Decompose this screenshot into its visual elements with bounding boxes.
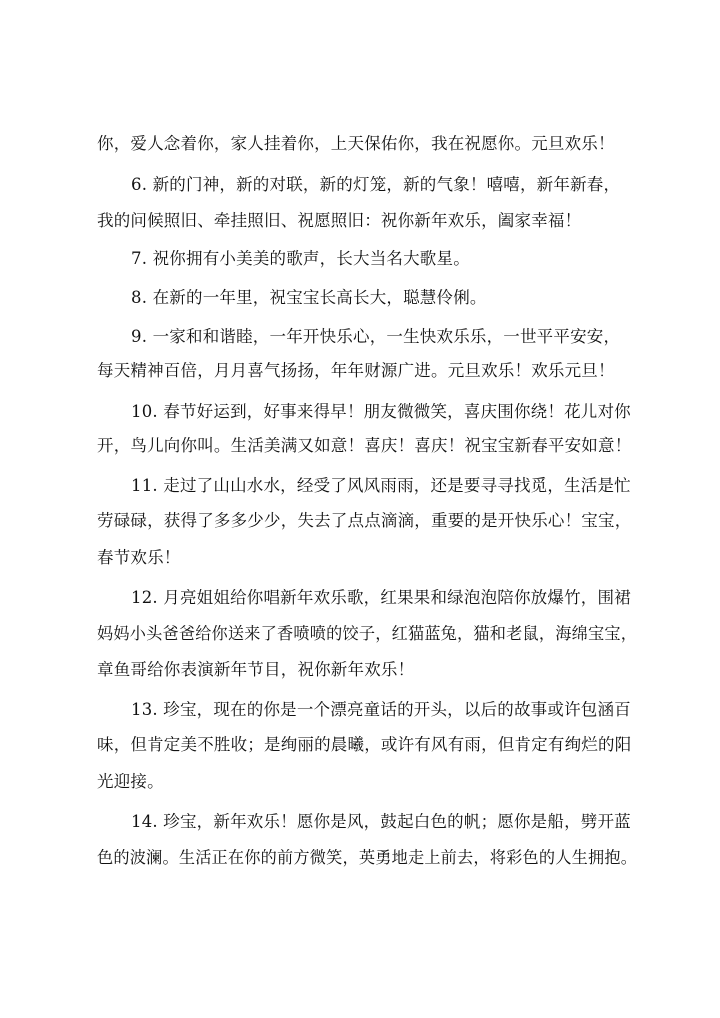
text-line: 味，但肯定美不胜收；是绚丽的晨曦，或许有风有雨，但肯定有绚烂的阳 [97, 735, 632, 754]
text-line: 9. 一家和和谐睦，一年开快乐心，一生快欢乐乐，一世平平安安， [131, 327, 621, 346]
text-line: 6. 新的门神，新的对联，新的灯笼，新的气象！嘻嘻，新年新春， [131, 175, 621, 194]
text-line: 章鱼哥给你表演新年节目，祝你新年欢乐！ [97, 660, 415, 679]
text-line: 11. 走过了山山水水，经受了风风雨雨，还是要寻寻找觅，生活是忙 [131, 476, 631, 495]
text-line: 14. 珍宝，新年欢乐！愿你是风，鼓起白色的帆；愿你是船，劈开蓝 [131, 812, 631, 831]
text-line: 妈妈小头爸爸给你送来了香喷喷的饺子，红猫蓝兔，猫和老鼠，海绵宝宝， [97, 624, 638, 643]
text-line: 12. 月亮姐姐给你唱新年欢乐歌，红果果和绿泡泡陪你放爆竹，围裙 [131, 588, 631, 607]
text-line: 你，爱人念着你，家人挂着你，上天保佑你，我在祝愿你。元旦欢乐！ [97, 134, 615, 153]
text-line: 8. 在新的一年里，祝宝宝长高长大，聪慧伶俐。 [131, 288, 487, 307]
text-line: 劳碌碌，获得了多多少少，失去了点点滴滴，重要的是开快乐心！宝宝， [97, 511, 632, 530]
text-line: 每天精神百倍，月月喜气扬扬，年年财源广进。元旦欢乐！欢乐元旦！ [97, 361, 615, 380]
text-line: 色的波澜。生活正在你的前方微笑，英勇地走上前去，将彩色的人生拥抱。 [97, 848, 638, 867]
text-line: 开，鸟儿向你叫。生活美满又如意！喜庆！喜庆！祝宝宝新春平安如意！ [97, 436, 632, 455]
text-line: 光迎接。 [97, 772, 164, 791]
text-line: 我的问候照旧、牵挂照旧、祝愿照旧：祝你新年欢乐，阖家幸福！ [97, 211, 582, 230]
text-line: 7. 祝你拥有小美美的歌声，长大当名大歌星。 [131, 249, 470, 268]
text-line: 13. 珍宝，现在的你是一个漂亮童话的开头，以后的故事或许包涵百 [131, 700, 631, 719]
text-line: 春节欢乐！ [97, 548, 181, 567]
text-line: 10. 春节好运到，好事来得早！朋友微微笑，喜庆围你绕！花儿对你 [131, 402, 631, 421]
